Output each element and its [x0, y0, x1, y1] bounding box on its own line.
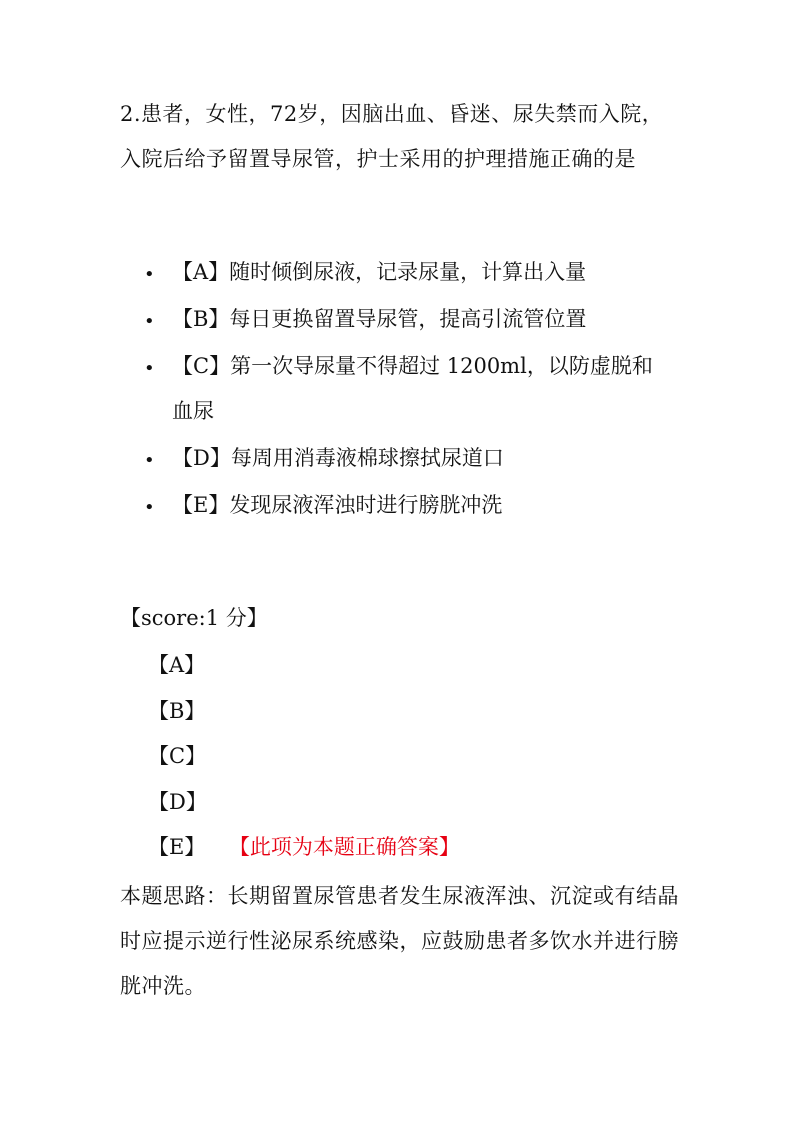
- score-label: 【score:1 分】: [120, 606, 268, 630]
- answer-d-label: 【D】: [148, 789, 207, 814]
- bullet-icon: •: [144, 358, 155, 379]
- analysis-text: 本题思路：长期留置尿管患者发生尿液浑浊、沉淀或有结晶时应提示逆行性泌尿系统感染，应鼓励患者多饮水并进行膀胱冲洗。: [120, 884, 679, 998]
- answer-a: [148, 643, 460, 689]
- bullet-icon: •: [144, 497, 155, 518]
- option-a-text: 【A】随时倾倒尿液，记录尿量，计算出入量: [172, 260, 587, 284]
- option-d: [120, 436, 700, 481]
- answer-list: [148, 643, 460, 871]
- answer-e: [148, 825, 460, 871]
- option-b-text: 【B】每日更换留置导尿管，提高引流管位置: [172, 307, 587, 331]
- answer-c-label: 【C】: [148, 744, 207, 769]
- answer-a-label: 【A】: [148, 653, 206, 677]
- answer-b-label: 【B】: [148, 698, 206, 723]
- answer-d: [148, 780, 460, 826]
- option-e: [120, 483, 700, 528]
- option-list: [120, 250, 700, 530]
- question-text: 2.患者，女性，72岁，因脑出血、昏迷、尿失禁而入院，入院后给予留置导尿管，护士采用的护理措施正确的是: [120, 102, 664, 171]
- bullet-icon: •: [144, 311, 155, 332]
- option-c: [120, 344, 700, 434]
- bullet-icon: •: [144, 264, 155, 285]
- bullet-icon: •: [144, 450, 155, 471]
- option-b: [120, 297, 700, 342]
- correct-answer-tag: 【此项为本题正确答案】: [239, 835, 460, 860]
- answer-e-label: 【E】: [148, 835, 206, 860]
- option-a: [120, 250, 700, 295]
- option-e-text: 【E】发现尿液浑浊时进行膀胱冲洗: [172, 493, 503, 517]
- answer-c: [148, 734, 460, 780]
- option-c-text: 【C】第一次导尿量不得超过 1200ml，以防虚脱和血尿: [172, 354, 653, 423]
- option-d-text: 【D】每周用消毒液棉球擦拭尿道口: [172, 446, 504, 470]
- answer-b: [148, 689, 460, 735]
